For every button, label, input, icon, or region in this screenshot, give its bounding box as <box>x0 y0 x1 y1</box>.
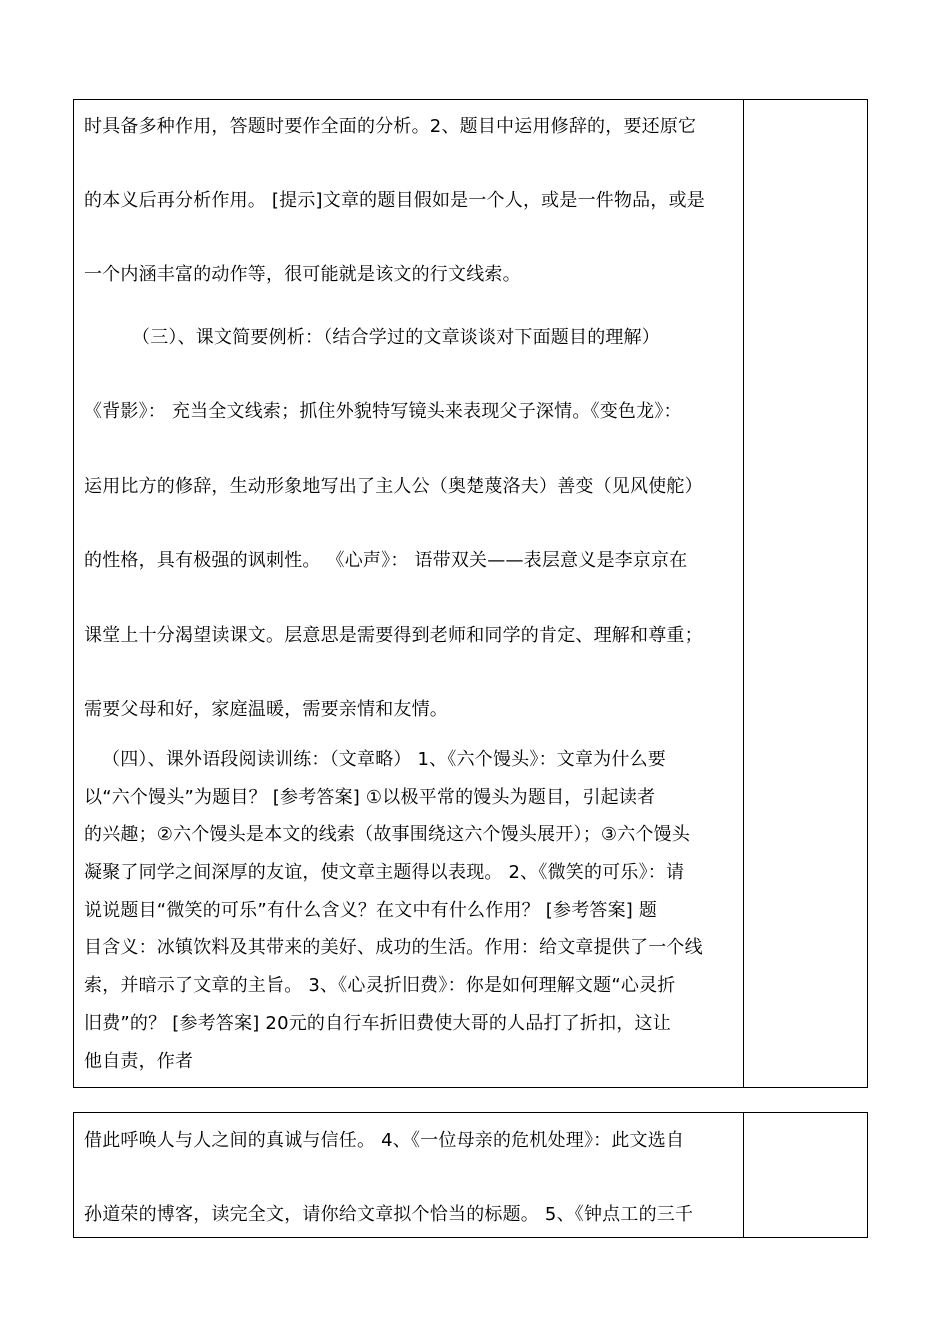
text-line: 他自责，作者 <box>84 1051 194 1072</box>
text-line: 目含义：冰镇饮料及其带来的美好、成功的生活。作用：给文章提供了一个线 <box>84 937 703 958</box>
text-line: 以“六个馒头”为题目？ [参考答案] ①以极平常的馒头为题目，引起读者 <box>84 787 656 808</box>
text-line: 凝聚了同学之间深厚的友谊，使文章主题得以表现。 2、《微笑的可乐》：请 <box>84 862 685 883</box>
content-table-1 <box>73 99 868 1088</box>
text-line: 的兴趣；②六个馒头是本文的线索（故事围绕这六个馒头展开）；③六个馒头 <box>84 824 691 845</box>
text-line: 说说题目“微笑的可乐”有什么含义？在文中有什么作用？ [参考答案] 题 <box>84 900 658 921</box>
text-line: 的本义后再分析作用。 [提示]文章的题目假如是一个人，或是一件物品，或是 <box>84 190 705 211</box>
section-heading: （三）、课文简要例析：（结合学过的文章谈谈对下面题目的理解） <box>132 327 660 348</box>
column-divider <box>743 1113 744 1237</box>
text-line: 的性格，具有极强的讽刺性。 《心声》： 语带双关——表层意义是李京京在 <box>84 550 688 571</box>
text-line: 旧费”的？ [参考答案] 20元的自行车折旧费使大哥的人品打了折扣，这让 <box>84 1013 671 1034</box>
text-line: 课堂上十分渴望读课文。层意思是需要得到老师和同学的肯定、理解和尊重； <box>84 625 703 646</box>
text-line: 借此呼唤人与人之间的真诚与信任。 4、《一位母亲的危机处理》：此文选自 <box>84 1130 685 1151</box>
text-line: 运用比方的修辞，生动形象地写出了主人公（奥楚蔑洛夫）善变（见风使舵） <box>84 476 703 497</box>
text-line: 孙道荣的博客，读完全文，请你给文章拟个恰当的标题。 5、《钟点工的三千 <box>84 1204 694 1225</box>
text-line: 一个内涵丰富的动作等，很可能就是该文的行文线索。 <box>84 264 521 285</box>
text-line: 需要父母和好，家庭温暖，需要亲情和友情。 <box>84 699 448 720</box>
content-table-2 <box>73 1112 868 1238</box>
column-divider <box>743 100 744 1087</box>
text-line: 索，并暗示了文章的主旨。 3、《心灵折旧费》：你是如何理解文题“心灵折 <box>84 975 676 996</box>
text-line: 时具备多种作用，答题时要作全面的分析。2、题目中运用修辞的，要还原它 <box>84 116 697 137</box>
section-heading: （四）、课外语段阅读训练：（文章略） 1、《六个馒头》：文章为什么要 <box>102 749 666 770</box>
text-line: 《背影》： 充当全文线索；抓住外貌特写镜头来表现父子深情。《变色龙》： <box>84 401 682 422</box>
